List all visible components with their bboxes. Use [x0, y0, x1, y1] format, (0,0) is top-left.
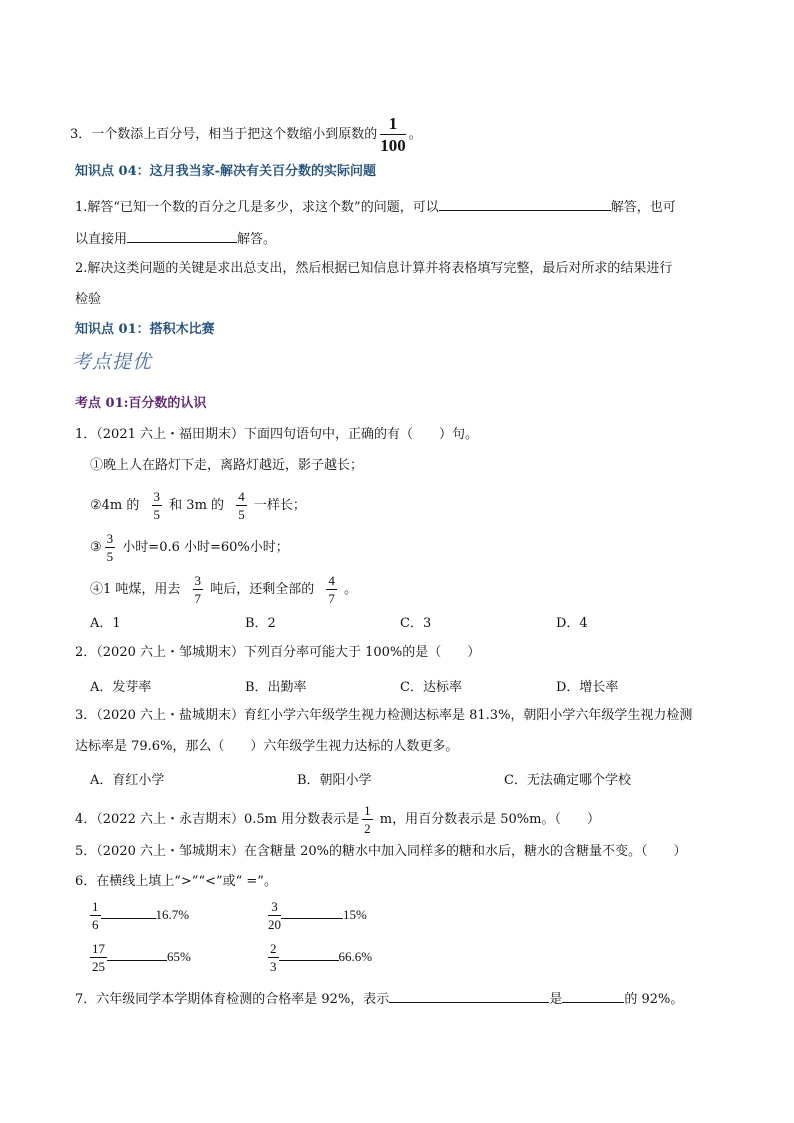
q6-item-1: $\frac{1}{6}$ 16.7% — [92, 899, 190, 932]
q1-option-a[interactable]: A．1 — [90, 616, 121, 631]
k04-item-1-line-1: 1.解答“已知一个数的百分之几是多少，求这个数”的问题，可以 解答，也可 — [75, 196, 676, 218]
question-4: 4．（2022 六上・永吉期末）0.5m 用分数表示是 $\frac{1}{2}$ m，用百分数表示是 50%m。（ ） — [75, 803, 600, 836]
question-1-stem: 1．（2021 六上・福田期末）下面四句语句中，正确的有（ ）句。 — [75, 427, 478, 442]
answer-blank[interactable] — [101, 904, 156, 919]
point-3-text: 一个数添上百分号，相当于把这个数缩小到原数的 — [91, 127, 378, 142]
q2-option-a[interactable]: A．发芽率 — [90, 680, 152, 695]
question-7: 7．六年级同学本学期体育检测的合格率是 92%，表示 是 的 92%。 — [75, 988, 683, 1010]
point-3: 3．一个数添上百分号，相当于把这个数缩小到原数的 $\frac{1}{100}$ 。 — [70, 114, 422, 155]
q2-option-d[interactable]: D．增长率 — [556, 680, 619, 695]
fraction-1-100: $\frac{1}{100}$ — [380, 114, 406, 155]
question-5-stem: 5．（2020 六上・邹城期末）在含糖量 20%的糖水中加入同样多的糖和水后，糖水的含糖量不变。（ ） — [75, 844, 687, 859]
fraction: $\frac{3}{20}$ — [268, 899, 281, 932]
q1-statement-3: ③ $\frac{3}{5}$ 小时=0.6 小时=60%小时； — [90, 531, 289, 564]
exam-point-01-title: 考点 01:百分数的认识 — [75, 396, 207, 411]
question-3-stem-line-1: 3．（2020 六上・盐城期末）育红小学六年级学生视力检测达标率是 81.3%，朝阳小学六年级学生视力检测 — [75, 708, 693, 723]
fraction: $\frac{3}{7}$ — [194, 573, 202, 606]
q6-item-2: $\frac{3}{20}$ 15% — [268, 899, 367, 932]
fraction: $\frac{17}{25}$ — [92, 941, 105, 974]
q1-option-d[interactable]: D．4 — [556, 616, 588, 631]
question-3-stem-line-2: 达标率是 79.6%，那么（ ）六年级学生视力达标的人数更多。 — [75, 739, 459, 754]
section-title: 考点提优 — [72, 351, 153, 373]
k04-item-2-line-2: 检验 — [75, 292, 102, 307]
fraction: $\frac{3}{5}$ — [153, 489, 161, 522]
item-number: 3． — [70, 127, 92, 142]
q1-statement-1: ①晚上人在路灯下走，离路灯越近，影子越长； — [90, 458, 364, 473]
fraction: $\frac{1}{2}$ — [364, 803, 371, 836]
answer-blank[interactable] — [279, 946, 339, 961]
q6-item-3: $\frac{17}{25}$ 65% — [92, 941, 191, 974]
fraction: $\frac{4}{7}$ — [328, 573, 335, 606]
fraction: $\frac{4}{5}$ — [238, 489, 245, 522]
answer-blank[interactable] — [281, 904, 343, 919]
knowledge-point-01-title: 知识点 01：搭积木比赛 — [75, 322, 215, 337]
q3-option-b[interactable]: B．朝阳小学 — [297, 773, 372, 788]
question-6-stem: 6．在横线上填上“>”“<”或“ =”。 — [75, 874, 277, 889]
k04-item-1-line-2: 以直接用 解答。 — [75, 228, 276, 250]
answer-blank[interactable] — [562, 988, 624, 1003]
q2-option-b[interactable]: B．出勤率 — [245, 680, 307, 695]
fraction: $\frac{3}{5}$ — [106, 531, 114, 564]
q1-option-b[interactable]: B．2 — [245, 616, 276, 631]
fraction: $\frac{2}{3}$ — [270, 941, 277, 974]
q1-option-c[interactable]: C．3 — [400, 616, 432, 631]
q3-option-c[interactable]: C．无法确定哪个学校 — [504, 773, 631, 788]
answer-blank[interactable] — [127, 228, 237, 243]
q1-statement-4: ④1 吨煤，用去 $\frac{3}{7}$ 吨后，还剩全部的 $\frac{4}{7}$ 。 — [90, 573, 357, 606]
answer-blank[interactable] — [439, 196, 611, 211]
answer-blank[interactable] — [389, 988, 549, 1003]
q2-option-c[interactable]: C．达标率 — [400, 680, 462, 695]
q3-option-a[interactable]: A．育红小学 — [90, 773, 165, 788]
fraction: $\frac{1}{6}$ — [92, 899, 99, 932]
answer-blank[interactable] — [107, 946, 167, 961]
q6-item-4: $\frac{2}{3}$ 66.6% — [270, 941, 373, 974]
question-2-stem: 2．（2020 六上・邹城期末）下列百分率可能大于 100%的是（ ） — [75, 645, 481, 660]
q1-statement-2: ②4m 的 $\frac{3}{5}$ 和 3m 的 $\frac{4}{5}$ 一样长； — [90, 489, 306, 522]
knowledge-point-04-title: 知识点 04：这月我当家-解决有关百分数的实际问题 — [75, 164, 377, 179]
k04-item-2-line-1: 2.解决这类问题的关键是求出总支出，然后根据已知信息计算并将表格填写完整，最后对所求的结果进行 — [75, 261, 673, 276]
